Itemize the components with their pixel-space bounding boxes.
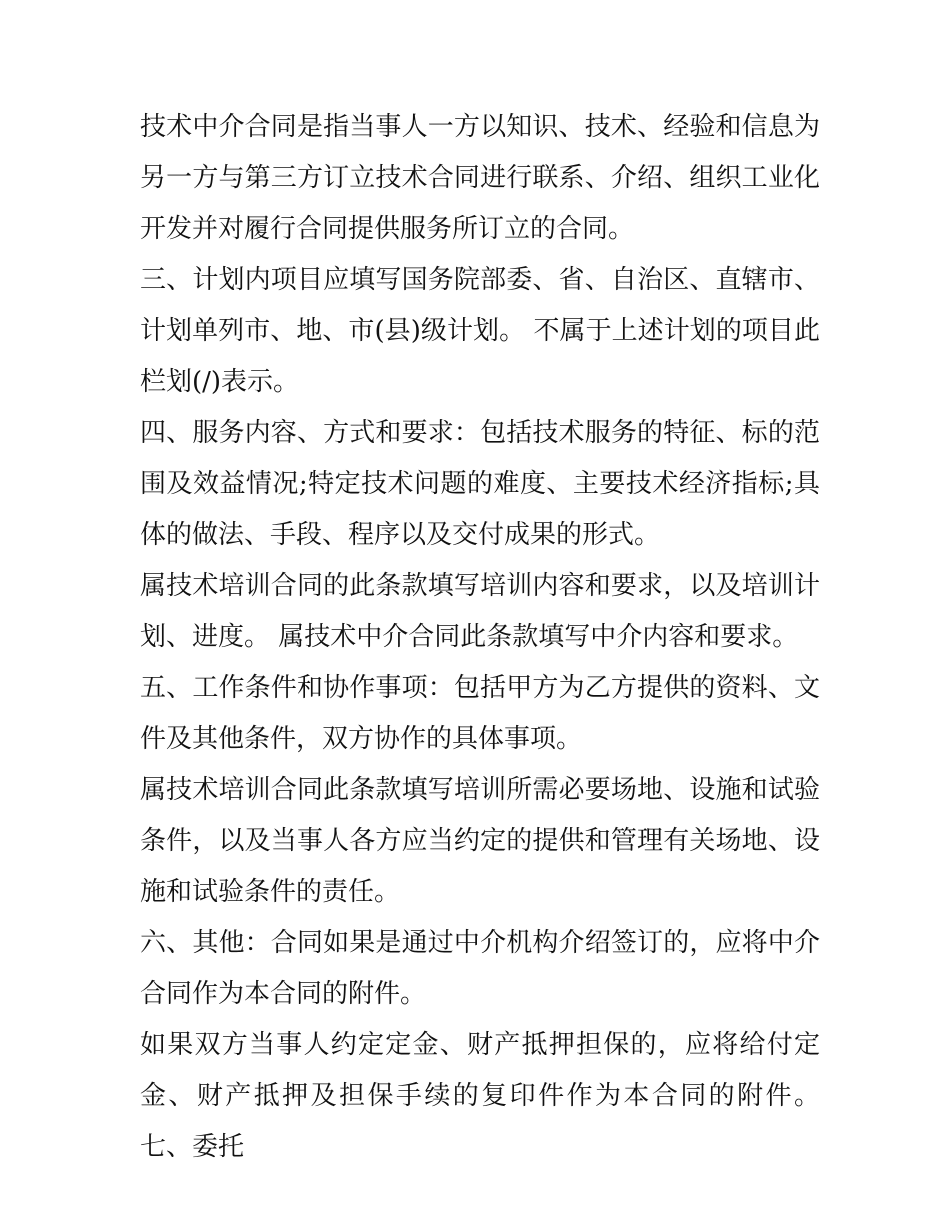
paragraph: 六、其他：合同如果是通过中介机构介绍签订的，应将中介合同作为本合同的附件。 — [140, 928, 820, 1009]
document-body — [140, 102, 820, 1173]
paragraph: 如果双方当事人约定定金、财产抵押担保的，应将给付定金、财产抵押及担保手续的复印件作为本合同的附件。 七、委托 — [140, 1030, 820, 1162]
paragraph: 五、工作条件和协作事项：包括甲方为乙方提供的资料、文件及其他条件，双方协作的具体事项。 — [140, 673, 820, 754]
paragraph: 属技术培训合同此条款填写培训所需必要场地、设施和试验条件，以及当事人各方应当约定的提供和管理有关场地、设施和试验条件的责任。 — [140, 775, 820, 907]
paragraph: 属技术培训合同的此条款填写培训内容和要求，以及培训计划、进度。 属技术中介合同此条款填写中介内容和要求。 — [140, 571, 820, 652]
paragraph: 四、服务内容、方式和要求：包括技术服务的特征、标的范围及效益情况;特定技术问题的难度、主要技术经济指标;具体的做法、手段、程序以及交付成果的形式。 — [140, 418, 820, 550]
paragraph: 技术中介合同是指当事人一方以知识、技术、经验和信息为另一方与第三方订立技术合同进行联系、介绍、组织工业化开发并对履行合同提供服务所订立的合同。 — [140, 112, 820, 244]
paragraph: 三、计划内项目应填写国务院部委、省、自治区、直辖市、计划单列市、地、市(县)级计划。 不属于上述计划的项目此栏划(/)表示。 — [140, 265, 820, 397]
